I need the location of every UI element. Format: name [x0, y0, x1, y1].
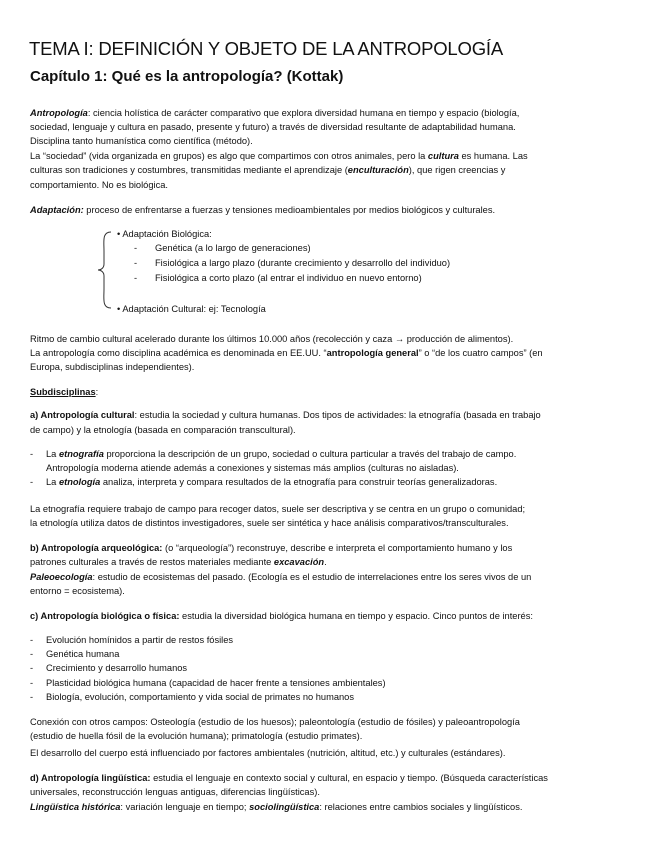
list-item: Antropología moderna atiende además a conexiones y sistemas más amplios (culturas no aisladas). [46, 463, 459, 473]
paragraph-line: La antropología como disciplina académica es denominada en EE.UU. “antropología general” o “de los cuatro campos” (en [30, 348, 543, 358]
paragraph-line: Conexión con otros campos: Osteología (estudio de los huesos); paleontología (estudio de fósiles) y paleoantropología [30, 717, 520, 727]
section-heading: Subdisciplinas: [30, 387, 99, 397]
paragraph-line: comportamiento. No es biológica. [30, 180, 168, 190]
paragraph-line: El desarrollo del cuerpo está influenciado por factores ambientales (nutrición, altitud, etc.) y culturales (estándares). [30, 748, 506, 758]
paragraph-line: Adaptación: proceso de enfrentarse a fuerzas y tensiones medioambientales por medios biológicos y culturales. [30, 205, 496, 215]
list-item: Genética humana [46, 649, 120, 659]
list-bullet: - [134, 273, 138, 283]
list-bullet: - [134, 258, 138, 268]
paragraph-line: entorno = ecosistema). [30, 586, 125, 596]
paragraph-line: culturas son tradiciones y costumbres, transmitidas mediante el aprendizaje (enculturación), que rigen creencias y [30, 165, 506, 175]
list-item: Genética (a lo largo de generaciones) [155, 243, 311, 253]
paragraph-line: a) Antropología cultural: estudia la sociedad y cultura humanas. Dos tipos de actividades: la etnografía (basada en trabajo [30, 410, 541, 420]
paragraph-line: Ritmo de cambio cultural acelerado durante los últimos 10.000 años (recolección y caza → producción de alimentos). [30, 334, 514, 344]
paragraph-line: La etnografía requiere trabajo de campo para recoger datos, suele ser descriptiva y se centra en un grupo o comunidad; [30, 504, 526, 514]
list-item: La etnología analiza, interpreta y compara resultados de la etnografía para construir teorías generalizadoras. [46, 477, 498, 487]
list-bullet: - [30, 678, 34, 688]
list-bullet: - [30, 635, 34, 645]
list-item: • Adaptación Cultural: ej: Tecnología [117, 304, 266, 314]
list-item: Crecimiento y desarrollo humanos [46, 663, 188, 673]
paragraph-line: (estudio de huella fósil de la evolución humana); primatología (estudio primates). [30, 731, 363, 741]
paragraph-line: Europa, subdisciplinas independientes). [30, 362, 195, 372]
page-title: TEMA I: DEFINICIÓN Y OBJETO DE LA ANTROPOLOGÍA [29, 38, 503, 59]
paragraph-line: Lingüística histórica: variación lenguaje en tiempo; sociolingüística: relaciones entre cambios sociales y lingüísticos. [30, 802, 523, 812]
paragraph-line: c) Antropología biológica o física: estudia la diversidad biológica humana en tiempo y espacio. Cinco puntos de interés: [30, 611, 533, 621]
paragraph-line: sociedad, lenguaje y cultura en pasado, presente y futuro) a través de diversidad resultante de adaptabilidad humana. [30, 122, 516, 132]
paragraph-line: de campo) y la etnología (basada en comparación transcultural). [30, 425, 296, 435]
list-bullet: - [30, 692, 34, 702]
paragraph-line: Disciplina tanto humanística como científica (método). [30, 136, 253, 146]
paragraph-line: Paleoecología: estudio de ecosistemas del pasado. (Ecología es el estudio de interrelaciones entre los seres vivos de un [30, 572, 532, 582]
list-item: Evolución homínidos a partir de restos fósiles [46, 635, 234, 645]
paragraph-line: d) Antropología lingüística: estudia el lenguaje en contexto social y cultural, en espacio y tiempo. (Búsqueda características [30, 773, 548, 783]
list-item: La etnografía proporciona la descripción de un grupo, sociedad o cultura particular a través del trabajo de campo. [46, 449, 517, 459]
list-item: Fisiológica a corto plazo (al entrar el individuo en nuevo entorno) [155, 273, 422, 283]
list-bullet: - [30, 649, 34, 659]
paragraph-line: b) Antropología arqueológica: (o “arqueología”) reconstruye, describe e interpreta el comportamiento humano y los [30, 543, 513, 553]
paragraph-line: la etnología utiliza datos de distintos investigadores, suele ser sintética y hace análisis comparativos/transculturales. [30, 518, 509, 528]
brace-icon [97, 231, 113, 309]
list-item: Plasticidad biológica humana (capacidad de hacer frente a tensiones ambientales) [46, 678, 386, 688]
paragraph-line: Antropología: ciencia holística de carácter comparativo que explora diversidad humana en tiempo y espacio (biología, [30, 108, 520, 118]
paragraph-line: universales, reconstrucción lenguas antiguas, diferencias lingüísticas). [30, 787, 320, 797]
list-item: Biología, evolución, comportamiento y vida social de primates no humanos [46, 692, 354, 702]
list-bullet: - [30, 663, 34, 673]
paragraph-line: La “sociedad” (vida organizada en grupos) es algo que compartimos con otros animales, pero la cultura es humana. Las [30, 151, 528, 161]
list-bullet: - [134, 243, 138, 253]
chapter-title: Capítulo 1: Qué es la antropología? (Kottak) [30, 68, 344, 85]
list-bullet: - [30, 477, 34, 487]
paragraph-line: patrones culturales a través de restos materiales mediante excavación. [30, 557, 327, 567]
list-item: Fisiológica a largo plazo (durante crecimiento y desarrollo del individuo) [155, 258, 451, 268]
list-item: • Adaptación Biológica: [117, 229, 212, 239]
list-bullet: - [30, 449, 34, 459]
